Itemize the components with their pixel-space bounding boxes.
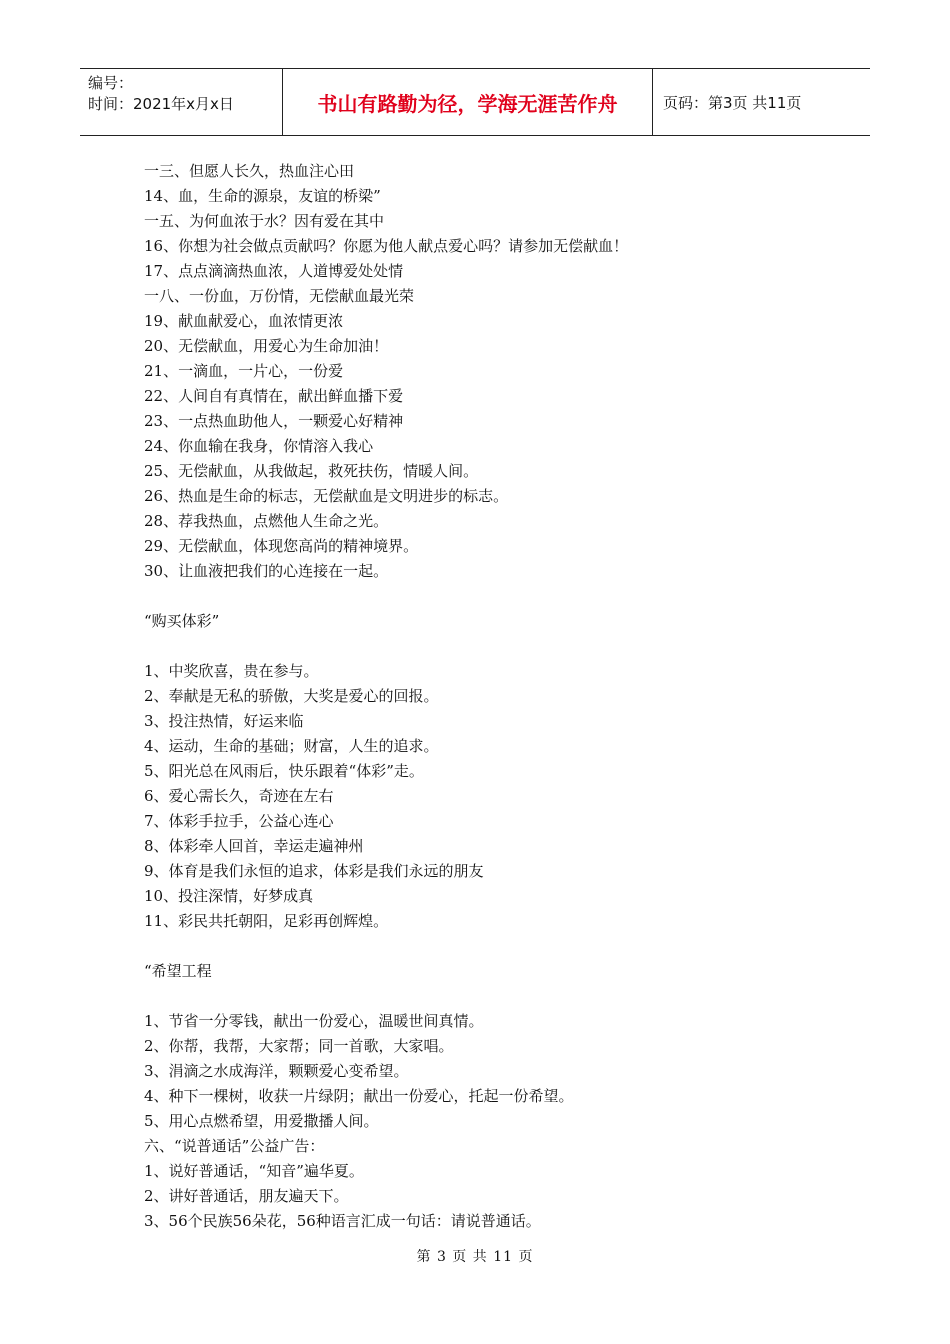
text-line: 28、荐我热血，点燃他人生命之光。: [144, 512, 389, 530]
document-body: [144, 159, 844, 1234]
text-line: 一三、但愿人长久，热血注心田: [144, 162, 355, 180]
header-meta: [80, 69, 283, 135]
text-line: 14、血，生命的源泉，友谊的桥梁”: [144, 187, 381, 205]
header-motto: 书山有路勤为径，学海无涯苦作舟: [283, 69, 653, 135]
text-line: 11、彩民共托朝阳，足彩再创辉煌。: [144, 912, 389, 930]
text-line: 26、热血是生命的标志，无偿献血是文明进步的标志。: [144, 487, 509, 505]
text-line: 7、体彩手拉手，公益心连心: [144, 812, 334, 830]
text-line: 22、人间自有真情在，献出鲜血播下爱: [144, 387, 404, 405]
text-line: 24、你血输在我身，你情溶入我心: [144, 437, 374, 455]
text-line: 23、一点热血助他人，一颗爱心好精神: [144, 412, 404, 430]
text-line: 25、无偿献血，从我做起，救死扶伤，情暖人间。: [144, 462, 479, 480]
text-line: 3、涓滴之水成海洋，颗颗爱心变希望。: [144, 1062, 409, 1080]
text-line: 29、无偿献血，体现您高尚的精神境界。: [144, 537, 419, 555]
hope-project-slogans: [144, 1009, 844, 1234]
text-line: 2、奉献是无私的骄傲，大奖是爱心的回报。: [144, 687, 439, 705]
text-line: 9、体育是我们永恒的追求，体彩是我们永远的朋友: [144, 862, 484, 880]
text-line: 19、献血献爱心，血浓情更浓: [144, 312, 344, 330]
number-label: 编号：: [88, 74, 134, 92]
text-line: 21、一滴血，一片心，一份爱: [144, 362, 344, 380]
text-line: 5、阳光总在风雨后，快乐跟着“体彩”走。: [144, 762, 424, 780]
page-footer: 第 3 页 共 11 页: [416, 1249, 534, 1265]
text-line: 10、投注深情，好梦成真: [144, 887, 314, 905]
blood-donation-slogans: [144, 159, 844, 584]
text-line: 16、你想为社会做点贡献吗？你愿为他人献点爱心吗？请参加无偿献血！: [144, 237, 629, 255]
text-line: 3、投注热情，好运来临: [144, 712, 304, 730]
text-line: 4、种下一棵树，收获一片绿阴；献出一份爱心，托起一份希望。: [144, 1087, 574, 1105]
text-line: 5、用心点燃希望，用爱撒播人间。: [144, 1112, 379, 1130]
text-line: 3、56个民族56朵花，56种语言汇成一句话：请说普通话。: [144, 1212, 541, 1230]
text-line: 30、让血液把我们的心连接在一起。: [144, 562, 389, 580]
text-line: 六、“说普通话”公益广告：: [144, 1137, 325, 1155]
text-line: 一五、为何血浓于水？因有爱在其中: [144, 212, 385, 230]
text-line: 4、运动，生命的基础；财富，人生的追求。: [144, 737, 439, 755]
page-header: [80, 68, 870, 136]
lottery-slogans: [144, 659, 844, 934]
text-line: 17、点点滴滴热血浓，人道博爱处处情: [144, 262, 404, 280]
text-line: 8、体彩牵人回首，幸运走遍神州: [144, 837, 364, 855]
time-label: 时间：2021年x月x日: [88, 95, 234, 113]
text-line: 1、节省一分零钱，献出一份爱心，温暖世间真情。: [144, 1012, 484, 1030]
text-line: 一八、一份血，万份情，无偿献血最光荣: [144, 287, 415, 305]
section-title-lottery: “购买体彩”: [144, 612, 220, 630]
text-line: 1、说好普通话，“知音”遍华夏。: [144, 1162, 364, 1180]
section-title-hope-project: “希望工程: [144, 962, 212, 980]
text-line: 1、中奖欣喜，贵在参与。: [144, 662, 319, 680]
text-line: 2、你帮，我帮，大家帮；同一首歌，大家唱。: [144, 1037, 454, 1055]
text-line: 2、讲好普通话，朋友遍天下。: [144, 1187, 349, 1205]
text-line: 6、爱心需长久，奇迹在左右: [144, 787, 334, 805]
text-line: 20、无偿献血，用爱心为生命加油！: [144, 337, 389, 355]
header-page-info: 页码：第3页 共11页: [663, 93, 802, 112]
